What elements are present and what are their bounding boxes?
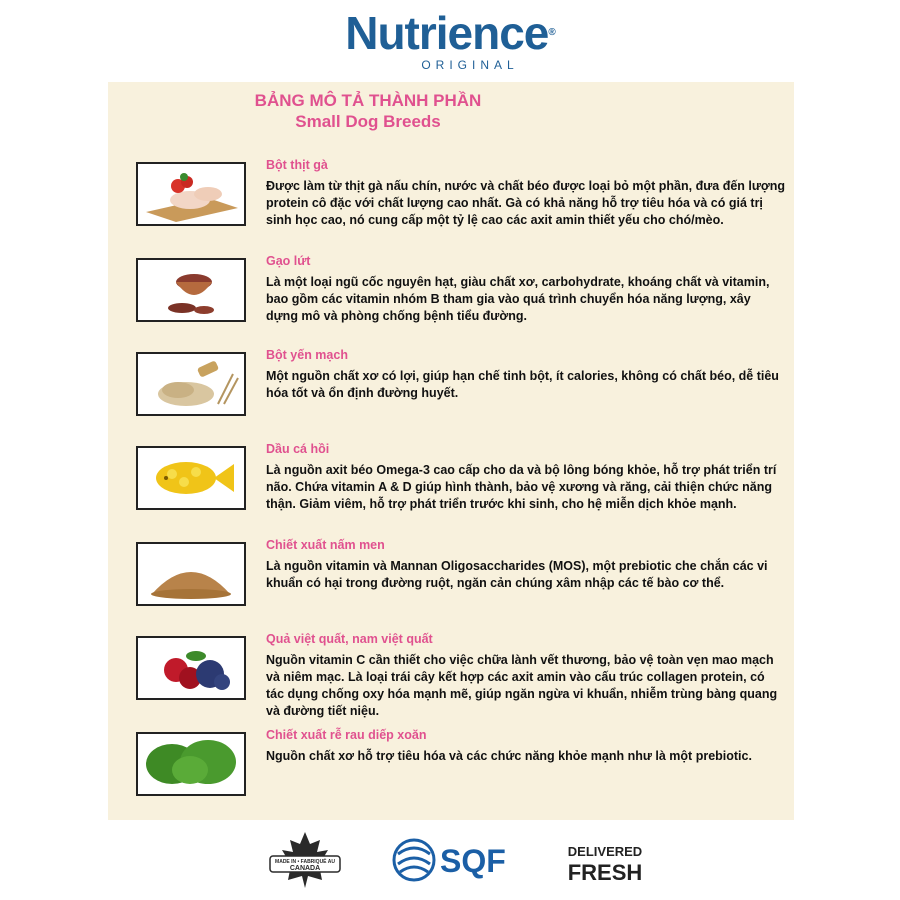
panel-title-main: BẢNG MÔ TẢ THÀNH PHẦN — [254, 91, 482, 110]
ingredient-title: Bột yến mạch — [266, 348, 348, 362]
sqf-logo — [390, 834, 520, 895]
ingredient-description: Là nguồn vitamin và Mannan Oligosaccharides (MOS), một prebiotic che chắn các vi khuẩn có hại trong đường ruột, ngăn cản chúng xâm nhập các tế bào cơ thể. — [266, 559, 768, 590]
ingredient-title: Gạo lứt — [266, 254, 311, 268]
certification-logos — [0, 830, 900, 900]
brand-subtitle: ORIGINAL — [421, 58, 519, 72]
chicory-photo-icon — [136, 732, 246, 796]
sqf-text: SQF — [440, 843, 506, 879]
panel-title — [108, 90, 628, 132]
ingredient-title: Chiết xuất rễ rau diếp xoăn — [266, 728, 427, 742]
made-in-canada-logo — [262, 830, 348, 895]
brown-rice-photo-icon — [136, 258, 246, 322]
oatmeal-photo-icon — [136, 352, 246, 416]
ingredient-title: Chiết xuất nấm men — [266, 538, 385, 552]
brand-logo — [0, 7, 900, 72]
canada-line1: MADE IN • FABRIQUÉ AU — [275, 859, 335, 865]
brand-name: Nutrience® — [345, 7, 555, 59]
berries-photo-icon — [136, 636, 246, 700]
panel-title-sub: Small Dog Breeds — [295, 112, 441, 131]
ingredient-title: Quả việt quất, nam việt quất — [266, 632, 433, 646]
fresh-line2: FRESH — [567, 860, 643, 885]
delivered-fresh-logo — [565, 834, 645, 895]
ingredient-description: Một nguồn chất xơ có lợi, giúp hạn chế tinh bột, ít calories, không có chất béo, dễ tiêu hóa tốt và ổn định đường huyết. — [266, 369, 779, 400]
ingredient-description: Được làm từ thịt gà nấu chín, nước và chất béo được loại bỏ một phần, đưa đến lượng protein cô đặc với chất lượng cao nhất. Gà có khả năng hỗ trợ tiêu hóa và có giá trị sinh học cao, nó cung cấp một tỷ lệ cao các axit amin thiết yếu cho chó/mèo. — [266, 179, 786, 227]
ingredient-description: Là nguồn axit béo Omega-3 cao cấp cho da và bộ lông bóng khỏe, hỗ trợ phát triển trí não. Chứa vitamin A & D giúp hình thành, bảo vệ xương và răng, cải thiện chức năng thận. Giảm viêm, hỗ trợ phát triển trước khi sinh, cho hệ miễn dịch khỏe mạnh. — [266, 463, 777, 511]
ingredient-title: Dầu cá hồi — [266, 442, 330, 456]
ingredient-title: Bột thịt gà — [266, 158, 328, 172]
ingredient-description: Nguồn chất xơ hỗ trợ tiêu hóa và các chức năng khỏe mạnh như là một prebiotic. — [266, 749, 752, 763]
yeast-extract-photo-icon — [136, 542, 246, 606]
ingredient-panel — [108, 82, 794, 820]
ingredient-description: Nguồn vitamin C cần thiết cho việc chữa lành vết thương, bảo vệ toàn vẹn mao mạch và niêm mạc. Là loại trái cây kết hợp các axit amin vào cấu trúc collagen protein, có tác dụng chống oxy hóa mạnh mẽ, giúp ngăn ngừa vi khuẩn, nhiễm trùng bàng quang và đường tiết niệu. — [266, 653, 778, 718]
salmon-oil-photo-icon — [136, 446, 246, 510]
chicken-meal-photo-icon — [136, 162, 246, 226]
ingredient-description: Là một loại ngũ cốc nguyên hạt, giàu chất xơ, carbohydrate, khoáng chất và vitamin, bao gồm các vitamin nhóm B tham gia vào quá trình chuyển hóa năng lượng, xây dựng mô và phòng chống bệnh tiểu đường. — [266, 275, 770, 323]
canada-line2: CANADA — [289, 865, 321, 872]
fresh-line1: DELIVERED — [567, 844, 643, 859]
